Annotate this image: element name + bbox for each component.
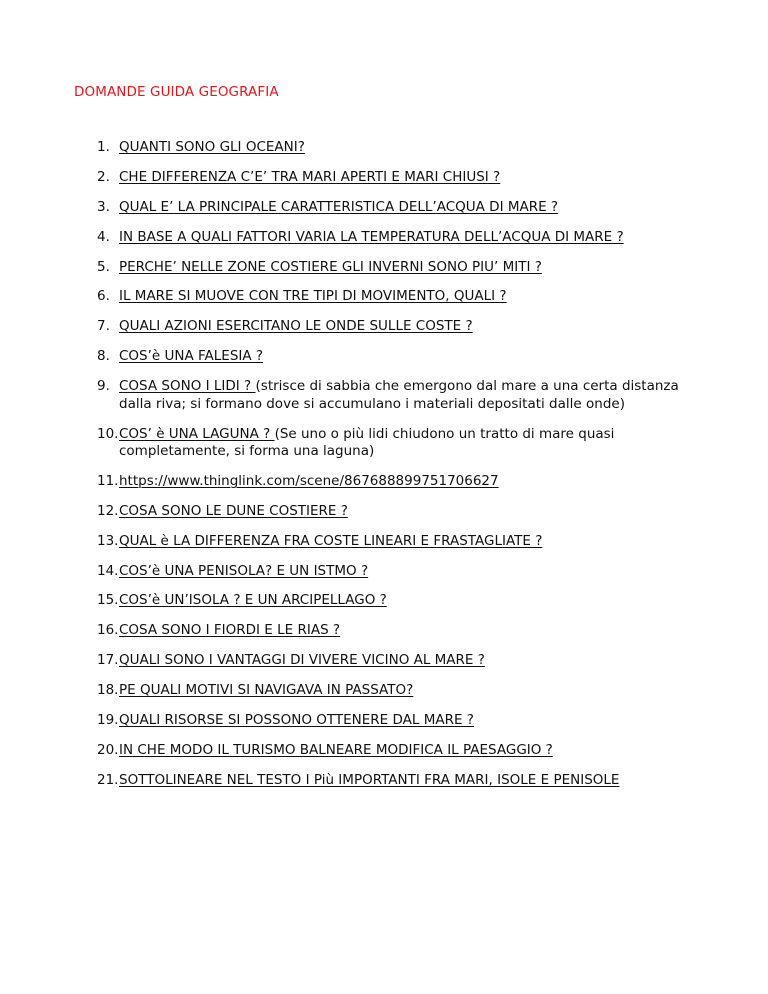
question-text: QUANTI SONO GLI OCEANI? [119,139,305,155]
question-text: IN BASE A QUALI FATTORI VARIA LA TEMPERATURA DELL’ACQUA DI MARE ? [119,228,624,245]
item-number: 5. [97,258,110,275]
item-number: 2. [97,168,110,185]
item-number: 16. [97,622,119,639]
list-item [0,259,679,277]
question-text: COS’è UNA FALESIA ? [119,348,264,365]
list-item [0,378,679,413]
list-item [0,139,679,157]
document-title: DOMANDE GUIDA GEOGRAFIA [74,84,279,100]
question-text: COSA SONO I LIDI ? [119,378,256,395]
item-number: 17. [97,652,119,669]
thinglink-link[interactable]: https://www.thinglink.com/scene/867688899751706627 [119,472,499,489]
list-item [0,592,679,610]
item-number: 19. [97,712,119,729]
question-text: COS’ è UNA LAGUNA ? [119,425,275,442]
item-number: 7. [97,318,110,335]
item-number: 6. [97,288,110,305]
item-number: 13. [97,532,119,549]
item-number: 11. [97,472,119,489]
question-text: QUAL è LA DIFFERENZA FRA COSTE LINEARI E FRASTAGLIATE ? [119,532,543,549]
list-item [0,652,679,670]
question-text: SOTTOLINEARE NEL TESTO I Più IMPORTANTI FRA MARI, ISOLE E PENISOLE [119,771,620,788]
question-text: CHE DIFFERENZA C’E’ TRA MARI APERTI E MARI CHIUSI ? [119,168,501,185]
item-number: 20. [97,741,119,758]
item-number: 15. [97,592,119,609]
item-number: 9. [97,378,110,395]
answer-note: (Se uno o più lidi chiudono un tratto di mare quasi completamente, si forma una laguna) [119,425,615,460]
list-item [0,229,679,247]
question-text: IN CHE MODO IL TURISMO BALNEARE MODIFICA IL PAESAGGIO ? [119,741,553,758]
question-text: IL MARE SI MUOVE CON TRE TIPI DI MOVIMENTO, QUALI ? [119,288,507,305]
list-item [0,288,679,306]
question-text: QUALI SONO I VANTAGGI DI VIVERE VICINO AL MARE ? [119,652,485,669]
question-text: COS’è UN’ISOLA ? E UN ARCIPELLAGO ? [119,592,387,609]
question-text: PERCHE’ NELLE ZONE COSTIERE GLI INVERNI SONO PIU’ MITI ? [119,258,542,275]
list-item [0,473,679,491]
question-list [0,139,768,802]
list-item [0,426,679,461]
question-text: COS’è UNA PENISOLA? E UN ISTMO ? [119,562,369,579]
list-item [0,712,679,730]
item-number: 3. [97,198,110,215]
question-text: COSA SONO LE DUNE COSTIERE ? [119,502,348,519]
list-item [0,199,679,217]
list-item [0,169,679,187]
list-item [0,503,679,521]
item-number: 10. [97,425,119,442]
list-item [0,348,679,366]
list-item [0,742,679,760]
list-item [0,533,679,551]
item-number: 4. [97,228,110,245]
list-item [0,682,679,700]
item-number: 1. [97,139,110,155]
item-number: 12. [97,502,119,519]
question-text: PE QUALI MOTIVI SI NAVIGAVA IN PASSATO? [119,682,414,699]
list-item [0,772,679,790]
question-text: QUALI RISORSE SI POSSONO OTTENERE DAL MARE ? [119,712,474,729]
item-number: 14. [97,562,119,579]
question-text: COSA SONO I FIORDI E LE RIAS ? [119,622,341,639]
item-number: 8. [97,348,110,365]
question-text: QUAL E’ LA PRINCIPALE CARATTERISTICA DELL’ACQUA DI MARE ? [119,198,559,215]
question-text: QUALI AZIONI ESERCITANO LE ONDE SULLE COSTE ? [119,318,473,335]
answer-note: (strisce di sabbia che emergono dal mare a una certa distanza dalla riva; si formano dove si accumulano i materiali depositati dalle onde) [119,378,679,412]
list-item [0,318,679,336]
list-item [0,563,679,581]
item-number: 21. [97,771,119,788]
list-item [0,622,679,640]
item-number: 18. [97,682,119,699]
